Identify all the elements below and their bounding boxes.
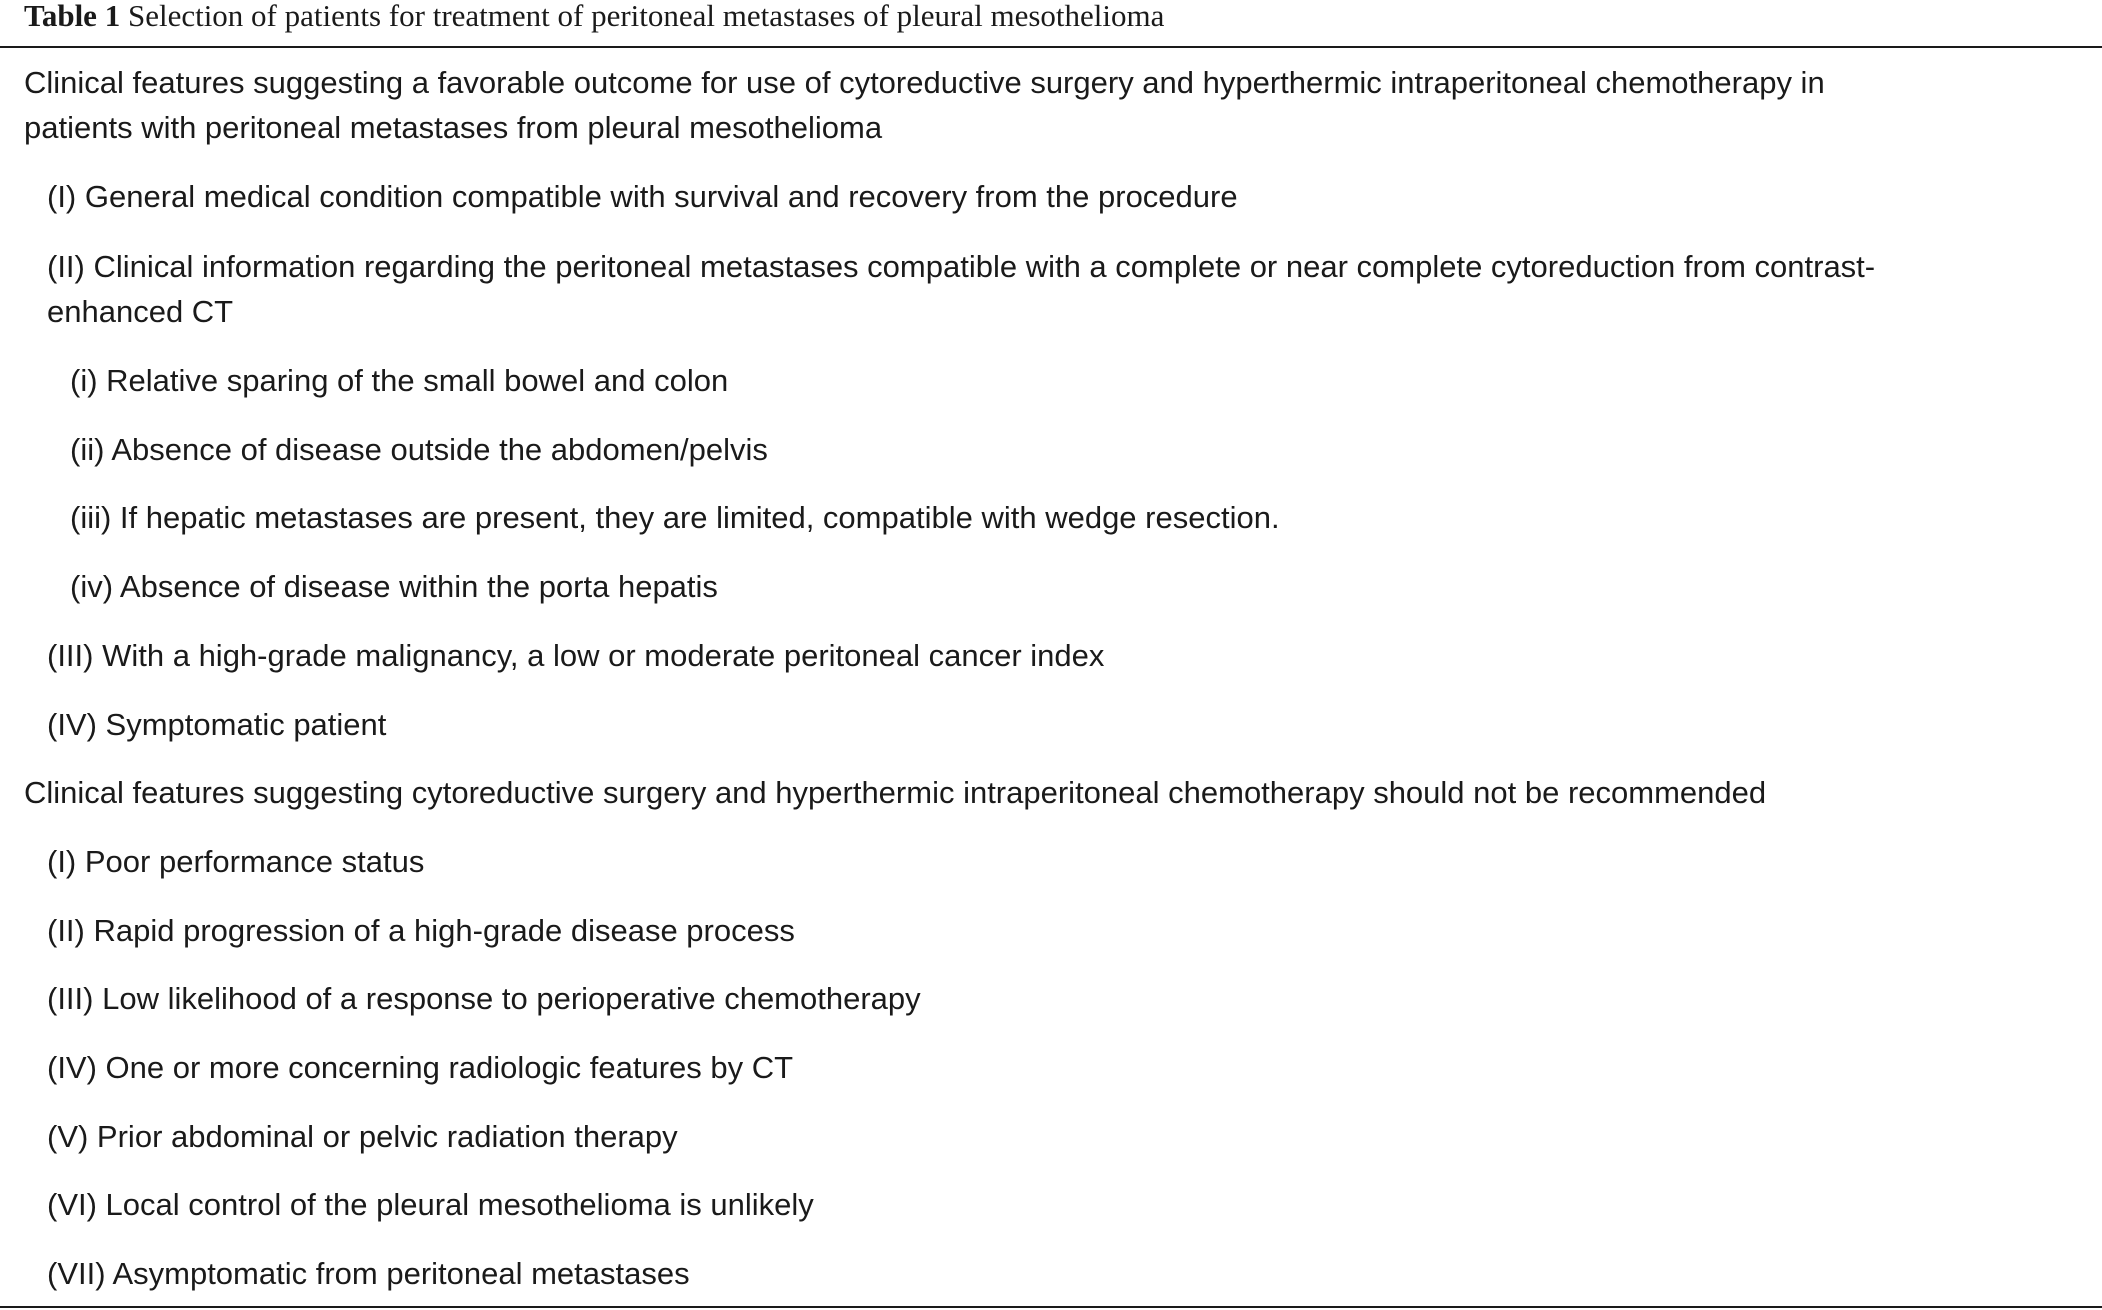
table-row <box>47 244 1875 334</box>
row-line: (II) Rapid progression of a high-grade disease process <box>47 913 795 948</box>
row-line: (i) Relative sparing of the small bowel and colon <box>70 363 729 398</box>
row-line: (IV) One or more concerning radiologic features by CT <box>47 1050 794 1085</box>
table-row <box>47 702 386 747</box>
table-number: Table 1 <box>24 0 121 33</box>
table-title: Selection of patients for treatment of peritoneal metastases of pleural mesothelioma <box>127 0 1165 33</box>
row-line: (ii) Absence of disease outside the abdomen/pelvis <box>70 432 768 467</box>
row-line: (VII) Asymptomatic from peritoneal metastases <box>47 1256 690 1291</box>
table-row <box>47 976 921 1021</box>
row-line: (I) General medical condition compatible with survival and recovery from the procedure <box>47 179 1238 214</box>
table-row <box>47 1182 814 1227</box>
row-line: (III) With a high-grade malignancy, a low or moderate peritoneal cancer index <box>47 638 1105 673</box>
table-row <box>47 633 1104 678</box>
row-line: (iii) If hepatic metastases are present, they are limited, compatible with wedge resection. <box>70 500 1280 535</box>
table-row <box>47 1045 793 1090</box>
table-row <box>70 358 728 403</box>
section-heading-favorable <box>24 60 1825 150</box>
row-line: (V) Prior abdominal or pelvic radiation therapy <box>47 1119 678 1154</box>
row-line: (III) Low likelihood of a response to perioperative chemotherapy <box>47 981 921 1016</box>
row-line: enhanced CT <box>47 294 234 329</box>
row-line: patients with peritoneal metastases from pleural mesothelioma <box>24 110 883 145</box>
row-line: (VI) Local control of the pleural mesothelioma is unlikely <box>47 1187 814 1222</box>
table-bottom-rule <box>0 1306 2102 1308</box>
row-line: (IV) Symptomatic patient <box>47 707 387 742</box>
section-heading-not-recommended <box>24 770 1766 815</box>
table-caption <box>24 0 1164 40</box>
table-row <box>47 839 424 884</box>
table-top-rule <box>0 46 2102 48</box>
row-line: (I) Poor performance status <box>47 844 425 879</box>
table-row <box>70 495 1280 540</box>
row-line: Clinical features suggesting a favorable outcome for use of cytoreductive surgery and hyperthermic intraperitoneal chemotherapy in <box>24 65 1825 100</box>
table-row <box>47 1251 690 1296</box>
table-row <box>70 564 718 609</box>
table-row <box>70 427 768 472</box>
row-line: (II) Clinical information regarding the peritoneal metastases compatible with a complete or near complete cytoreduction from contrast- <box>47 249 1876 284</box>
table-row <box>47 1114 678 1159</box>
table-row <box>47 174 1238 219</box>
table-row <box>47 908 795 953</box>
row-line: Clinical features suggesting cytoreductive surgery and hyperthermic intraperitoneal chemotherapy should not be recommended <box>24 775 1767 810</box>
row-line: (iv) Absence of disease within the porta hepatis <box>70 569 718 604</box>
